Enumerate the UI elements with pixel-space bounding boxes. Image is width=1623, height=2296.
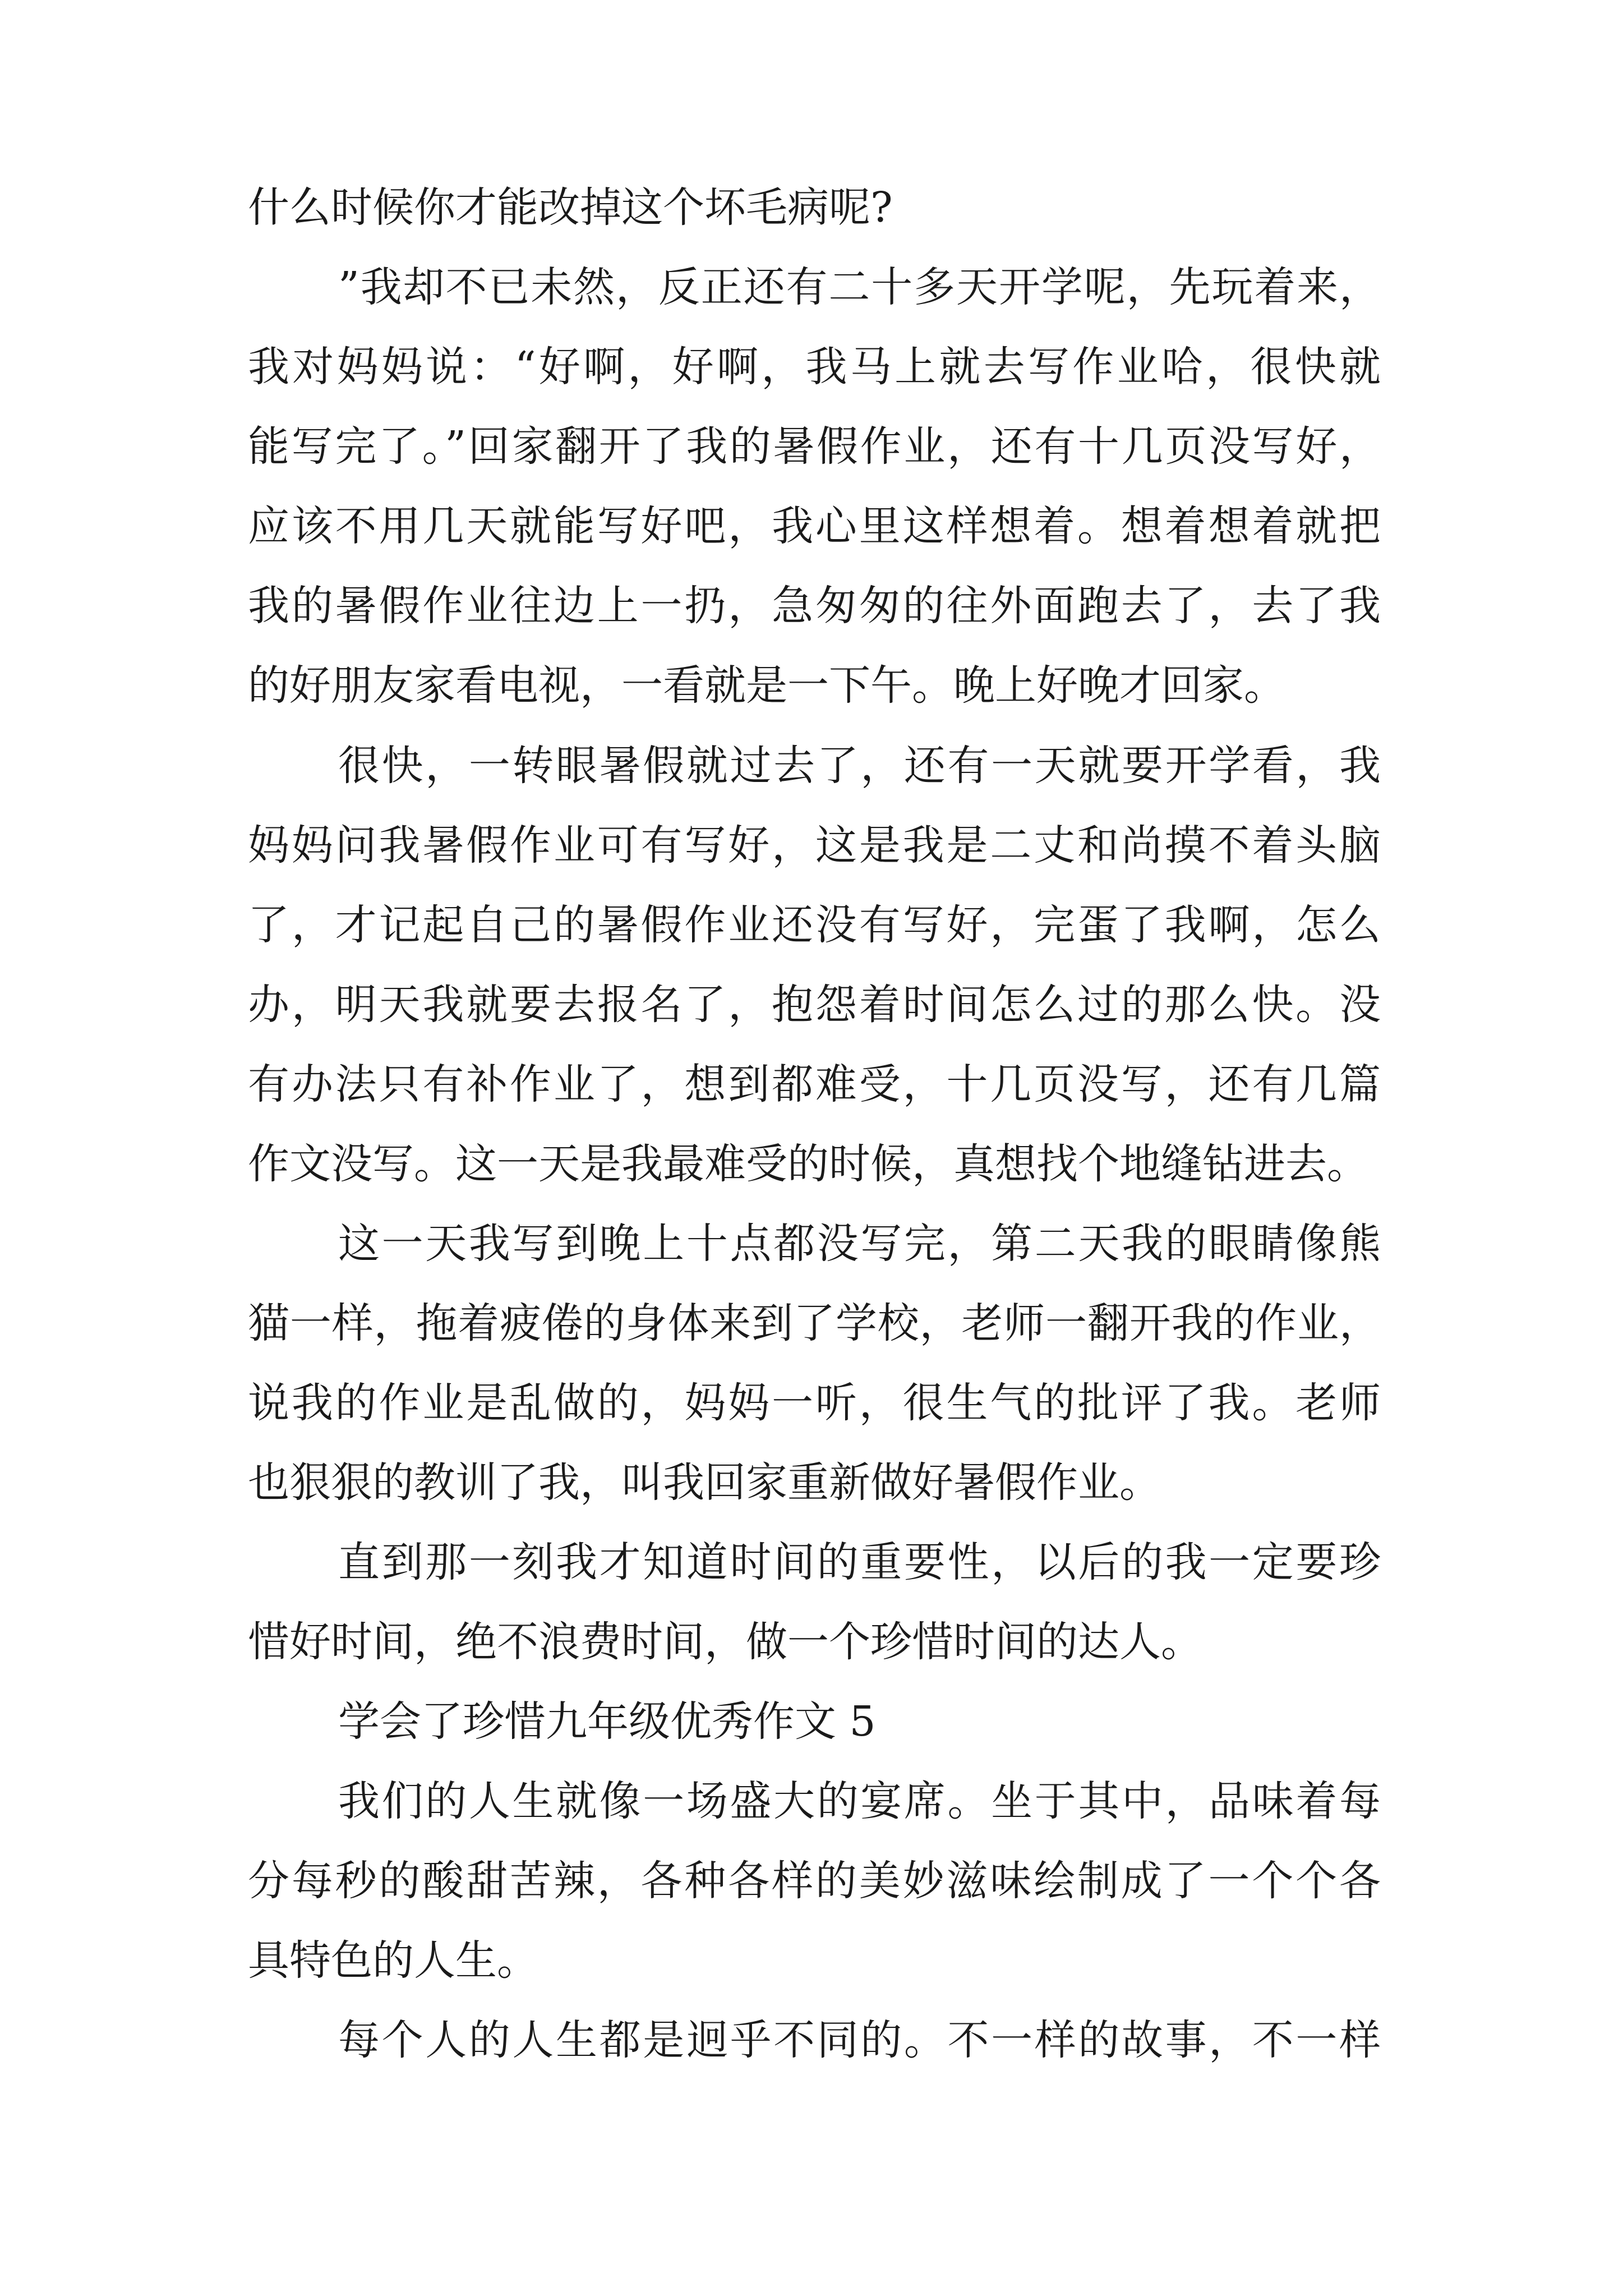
text-line: 能写完了。”回家翻开了我的暑假作业，还有十几页没写好， bbox=[248, 422, 1381, 471]
text-line: 了，才记起自己的暑假作业还没有写好，完蛋了我啊，怎么 bbox=[248, 901, 1381, 949]
text-line: 我的暑假作业往边上一扔，急匆匆的往外面跑去了，去了我 bbox=[248, 582, 1381, 630]
text-line: 办，明天我就要去报名了，抱怨着时间怎么过的那么快。没 bbox=[248, 981, 1381, 1029]
text-line: 应该不用几天就能写好吧，我心里这样想着。想着想着就把 bbox=[248, 502, 1381, 550]
text-line: ”我却不已未然，反正还有二十多天开学呢，先玩着来， bbox=[338, 263, 1381, 311]
text-line: 每个人的人生都是迥乎不同的。不一样的故事，不一样 bbox=[338, 2016, 1381, 2064]
text-line: 我们的人生就像一场盛大的宴席。坐于其中，品味着每 bbox=[338, 1777, 1381, 1825]
text-line: 很快，一转眼暑假就过去了，还有一天就要开学看，我 bbox=[338, 742, 1381, 790]
text-line: 猫一样，拖着疲倦的身体来到了学校，老师一翻开我的作业， bbox=[248, 1299, 1381, 1347]
text-line: 说我的作业是乱做的，妈妈一听，很生气的批评了我。老师 bbox=[248, 1379, 1381, 1427]
text-line: 分每秒的酸甜苦辣，各种各样的美妙滋味绘制成了一个个各 bbox=[248, 1857, 1381, 1905]
text-line: 有办法只有补作业了，想到都难受，十几页没写，还有几篇 bbox=[248, 1060, 1381, 1108]
text-line: 具特色的人生。 bbox=[248, 1936, 538, 1985]
text-line: 妈妈问我暑假作业可有写好，这是我是二丈和尚摸不着头脑 bbox=[248, 821, 1381, 869]
text-line: 作文没写。这一天是我最难受的时候，真想找个地缝钻进去。 bbox=[248, 1140, 1368, 1188]
text-line: 的好朋友家看电视，一看就是一下午。晚上好晚才回家。 bbox=[248, 661, 1285, 710]
text-line: 也狠狠的教训了我，叫我回家重新做好暑假作业。 bbox=[248, 1458, 1161, 1507]
text-line: 直到那一刻我才知道时间的重要性，以后的我一定要珍 bbox=[338, 1538, 1381, 1586]
text-line: 什么时候你才能改掉这个坏毛病呢? bbox=[248, 183, 893, 232]
section-heading: 学会了珍惜九年级优秀作文 5 bbox=[338, 1697, 876, 1746]
text-line: 这一天我写到晚上十点都没写完，第二天我的眼睛像熊 bbox=[338, 1220, 1381, 1268]
text-line: 我对妈妈说：“好啊，好啊，我马上就去写作业哈，很快就 bbox=[248, 343, 1381, 391]
text-line: 惜好时间，绝不浪费时间，做一个珍惜时间的达人。 bbox=[248, 1618, 1202, 1666]
